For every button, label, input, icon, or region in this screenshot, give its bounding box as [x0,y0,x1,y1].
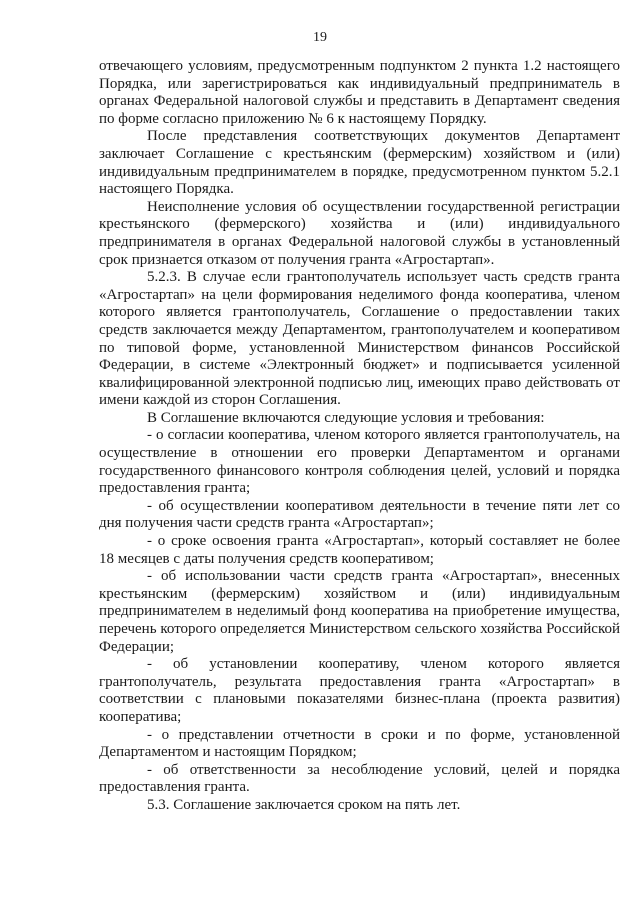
condition-item: - о сроке освоения гранта «Агростартап», который составляет не более 18 месяцев с даты получения средств кооперативом; [99,533,620,567]
condition-item: - об установлении кооперативу, членом которого является грантополучатель, результата предоставления гранта «Агростартап» в соответствии с плановыми показателями бизнес-плана (проекта развития) кооператива; [99,656,620,725]
condition-item: - о согласии кооператива, членом которого является грантополучатель, на осуществление в отношении его проверки Департаментом и органами государственного финансового контроля соблюдения целей, условий и порядка предоставления гранта; [99,427,620,497]
paragraph: Неисполнение условия об осуществлении государственной регистрации крестьянского (фермерского) хозяйства и (или) индивидуального предпринимателя в органах Федеральной налоговой службы в установленный срок признается отказом от получения гранта «Агростартап». [99,198,620,268]
page-number: 19 [313,30,327,45]
paragraph: отвечающего условиям, предусмотренным подпунктом 2 пункта 1.2 настоящего Порядка, или зарегистрироваться как индивидуальный предприниматель в органах Федеральной налоговой службы и представить в Департамент сведения по форме согласно приложению № 6 к настоящему Порядку. [99,58,620,127]
condition-item: - об осуществлении кооперативом деятельности в течение пяти лет со дня получения части средств гранта «Агростартап»; [99,497,620,532]
paragraph: После представления соответствующих документов Департамент заключает Соглашение с крестьянским (фермерским) хозяйством и (или) индивидуальным предпринимателем в порядке, предусмотренном пунктом 5.2.1 настоящего Порядка. [99,128,620,198]
condition-item: - о представлении отчетности в сроки и по форме, установленной Департаментом и настоящим Порядком; [99,726,620,761]
condition-item: - об ответственности за несоблюдение условий, целей и порядка предоставления гранта. [99,761,620,796]
paragraph-clause-5-3: 5.3. Соглашение заключается сроком на пять лет. [147,796,461,813]
paragraph-clause-5-2-3: 5.2.3. В случае если грантополучатель использует часть средств гранта «Агростартап» на цели формирования неделимого фонда кооператива, членом которого является грантополучатель, Соглашение о предоставлении таких средств заключается между Департаментом, грантополучателем и кооперативом по типовой форме, установленной Министерством финансов Российской Федерации, в системе «Электронный бюджет» и подписывается усиленной квалифицированной электронной подписью лиц, имеющих право действовать от имени каждой из сторон Соглашения. [99,269,620,409]
document-body [99,58,620,815]
paragraph: В Соглашение включаются следующие условия и требования: [147,409,545,426]
condition-item: - об использовании части средств гранта «Агростартап», внесенных крестьянским (фермерским) хозяйством и (или) индивидуальным предпринимателем в неделимый фонд кооператива на приобретение имущества, перечень которого определяется Министерством сельского хозяйства Российской Федерации; [99,568,620,655]
